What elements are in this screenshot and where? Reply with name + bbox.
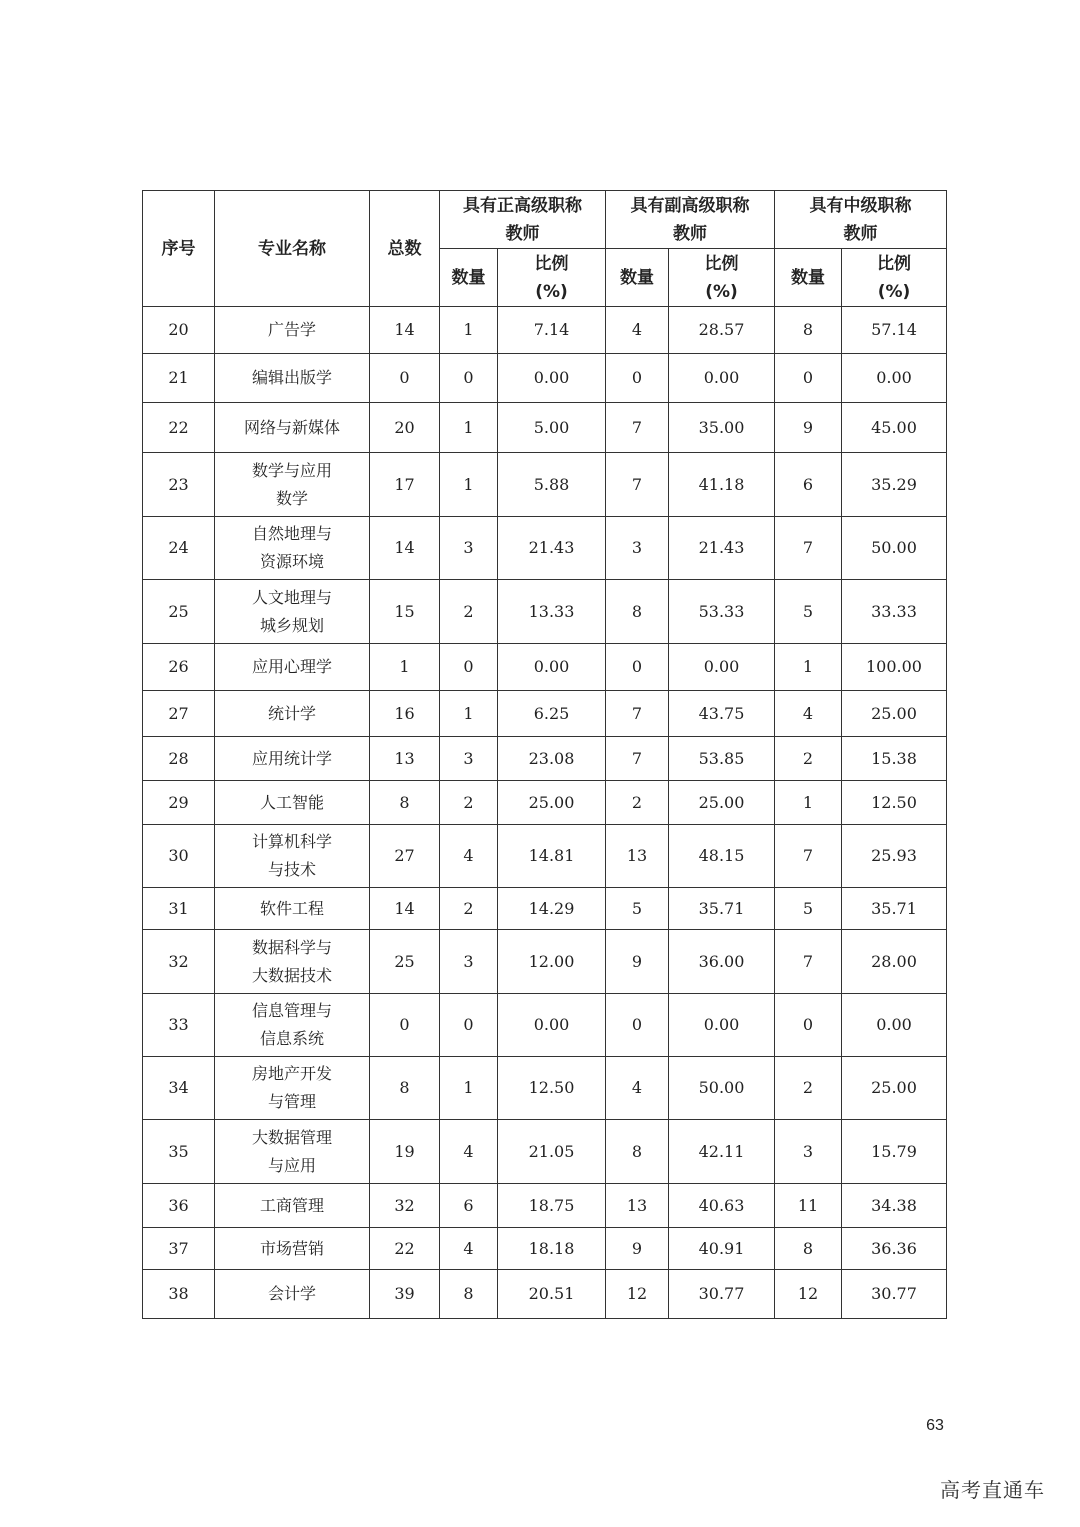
cell-no: 34: [143, 1057, 215, 1120]
cell-assoc-n: 0: [606, 994, 669, 1057]
cell-assoc-p: 30.77: [669, 1270, 775, 1319]
cell-assoc-p: 40.63: [669, 1184, 775, 1228]
table-row: [143, 994, 947, 1057]
cell-assoc-p: 28.57: [669, 307, 775, 354]
header-associate-professor: 具有副高级职称 教师: [606, 191, 775, 249]
cell-major-name: 大数据管理 与应用: [215, 1120, 370, 1184]
cell-major-name: 软件工程: [215, 888, 370, 930]
cell-assoc-p: 25.00: [669, 781, 775, 825]
cell-mid-n: 4: [775, 691, 842, 737]
cell-assoc-n: 0: [606, 354, 669, 403]
cell-no: 31: [143, 888, 215, 930]
cell-full-n: 1: [440, 1057, 498, 1120]
cell-full-n: 1: [440, 453, 498, 517]
cell-total: 0: [370, 994, 440, 1057]
table-row: [143, 580, 947, 644]
cell-mid-p: 100.00: [842, 644, 947, 691]
table-row: [143, 888, 947, 930]
cell-full-n: 0: [440, 994, 498, 1057]
cell-assoc-p: 35.71: [669, 888, 775, 930]
cell-assoc-n: 9: [606, 1228, 669, 1270]
cell-major-name: 人工智能: [215, 781, 370, 825]
cell-major-name: 计算机科学 与技术: [215, 825, 370, 888]
table-row: [143, 403, 947, 453]
cell-assoc-n: 3: [606, 517, 669, 580]
cell-full-n: 3: [440, 517, 498, 580]
cell-assoc-p: 0.00: [669, 994, 775, 1057]
cell-no: 29: [143, 781, 215, 825]
cell-full-p: 14.81: [498, 825, 606, 888]
cell-mid-p: 45.00: [842, 403, 947, 453]
cell-full-n: 2: [440, 580, 498, 644]
table-row: [143, 644, 947, 691]
cell-assoc-n: 7: [606, 403, 669, 453]
table-row: [143, 930, 947, 994]
table-row: [143, 1228, 947, 1270]
cell-mid-n: 1: [775, 781, 842, 825]
cell-mid-n: 11: [775, 1184, 842, 1228]
cell-major-name: 房地产开发 与管理: [215, 1057, 370, 1120]
cell-no: 37: [143, 1228, 215, 1270]
cell-major-name: 会计学: [215, 1270, 370, 1319]
cell-assoc-n: 4: [606, 307, 669, 354]
cell-no: 38: [143, 1270, 215, 1319]
cell-full-p: 6.25: [498, 691, 606, 737]
cell-assoc-p: 42.11: [669, 1120, 775, 1184]
cell-mid-n: 5: [775, 580, 842, 644]
cell-assoc-p: 36.00: [669, 930, 775, 994]
cell-total: 14: [370, 517, 440, 580]
cell-full-p: 25.00: [498, 781, 606, 825]
cell-mid-n: 3: [775, 1120, 842, 1184]
cell-assoc-n: 9: [606, 930, 669, 994]
cell-mid-p: 50.00: [842, 517, 947, 580]
cell-full-n: 2: [440, 888, 498, 930]
page-number: 63: [926, 1417, 944, 1434]
header-mid-level: 具有中级职称 教师: [775, 191, 947, 249]
cell-no: 27: [143, 691, 215, 737]
cell-no: 28: [143, 737, 215, 781]
table-row: [143, 307, 947, 354]
cell-full-n: 8: [440, 1270, 498, 1319]
cell-major-name: 统计学: [215, 691, 370, 737]
cell-no: 22: [143, 403, 215, 453]
cell-assoc-n: 0: [606, 644, 669, 691]
cell-total: 19: [370, 1120, 440, 1184]
cell-mid-p: 25.00: [842, 1057, 947, 1120]
cell-no: 20: [143, 307, 215, 354]
cell-assoc-p: 21.43: [669, 517, 775, 580]
cell-full-n: 1: [440, 691, 498, 737]
cell-assoc-p: 50.00: [669, 1057, 775, 1120]
cell-no: 36: [143, 1184, 215, 1228]
cell-mid-p: 15.79: [842, 1120, 947, 1184]
cell-mid-n: 7: [775, 930, 842, 994]
cell-no: 21: [143, 354, 215, 403]
table-row: [143, 691, 947, 737]
cell-full-n: 1: [440, 403, 498, 453]
header-count: 数量: [440, 249, 498, 307]
cell-full-n: 0: [440, 354, 498, 403]
cell-full-p: 5.00: [498, 403, 606, 453]
header-full-professor: 具有正高级职称 教师: [440, 191, 606, 249]
cell-major-name: 人文地理与 城乡规划: [215, 580, 370, 644]
cell-mid-n: 8: [775, 307, 842, 354]
cell-assoc-p: 48.15: [669, 825, 775, 888]
table-row: [143, 781, 947, 825]
table-row: [143, 1184, 947, 1228]
cell-full-n: 3: [440, 930, 498, 994]
cell-total: 14: [370, 888, 440, 930]
cell-total: 8: [370, 1057, 440, 1120]
table-row: [143, 1057, 947, 1120]
cell-assoc-p: 53.33: [669, 580, 775, 644]
cell-major-name: 数学与应用 数学: [215, 453, 370, 517]
cell-assoc-p: 53.85: [669, 737, 775, 781]
header-count: 数量: [775, 249, 842, 307]
cell-mid-n: 0: [775, 994, 842, 1057]
cell-mid-p: 12.50: [842, 781, 947, 825]
faculty-title-table: [142, 190, 947, 1319]
cell-mid-n: 12: [775, 1270, 842, 1319]
cell-major-name: 信息管理与 信息系统: [215, 994, 370, 1057]
cell-mid-n: 1: [775, 644, 842, 691]
cell-full-n: 4: [440, 1120, 498, 1184]
cell-full-p: 21.05: [498, 1120, 606, 1184]
cell-assoc-n: 7: [606, 453, 669, 517]
table-body: [143, 307, 947, 1319]
cell-full-n: 0: [440, 644, 498, 691]
cell-no: 24: [143, 517, 215, 580]
cell-assoc-p: 0.00: [669, 644, 775, 691]
cell-total: 20: [370, 403, 440, 453]
header-total: 总数: [370, 191, 440, 307]
cell-total: 27: [370, 825, 440, 888]
cell-full-p: 23.08: [498, 737, 606, 781]
cell-full-n: 2: [440, 781, 498, 825]
cell-total: 0: [370, 354, 440, 403]
header-ratio: 比例 (%): [669, 249, 775, 307]
cell-mid-n: 9: [775, 403, 842, 453]
cell-total: 22: [370, 1228, 440, 1270]
cell-full-p: 0.00: [498, 994, 606, 1057]
cell-full-p: 18.75: [498, 1184, 606, 1228]
cell-assoc-n: 7: [606, 737, 669, 781]
cell-no: 33: [143, 994, 215, 1057]
cell-major-name: 工商管理: [215, 1184, 370, 1228]
cell-total: 8: [370, 781, 440, 825]
cell-mid-p: 0.00: [842, 994, 947, 1057]
cell-assoc-p: 41.18: [669, 453, 775, 517]
cell-assoc-n: 4: [606, 1057, 669, 1120]
cell-assoc-p: 0.00: [669, 354, 775, 403]
cell-full-n: 1: [440, 307, 498, 354]
cell-mid-p: 57.14: [842, 307, 947, 354]
cell-assoc-n: 13: [606, 1184, 669, 1228]
cell-full-p: 18.18: [498, 1228, 606, 1270]
cell-total: 14: [370, 307, 440, 354]
cell-full-n: 4: [440, 1228, 498, 1270]
cell-assoc-p: 40.91: [669, 1228, 775, 1270]
cell-mid-p: 34.38: [842, 1184, 947, 1228]
cell-assoc-n: 2: [606, 781, 669, 825]
cell-mid-p: 25.00: [842, 691, 947, 737]
cell-mid-p: 36.36: [842, 1228, 947, 1270]
cell-full-n: 6: [440, 1184, 498, 1228]
cell-full-p: 0.00: [498, 354, 606, 403]
cell-mid-n: 6: [775, 453, 842, 517]
cell-mid-p: 28.00: [842, 930, 947, 994]
cell-assoc-n: 12: [606, 1270, 669, 1319]
cell-major-name: 编辑出版学: [215, 354, 370, 403]
cell-major-name: 应用统计学: [215, 737, 370, 781]
cell-full-p: 21.43: [498, 517, 606, 580]
cell-assoc-n: 8: [606, 1120, 669, 1184]
cell-major-name: 广告学: [215, 307, 370, 354]
table-row: [143, 1120, 947, 1184]
cell-mid-p: 35.29: [842, 453, 947, 517]
cell-total: 1: [370, 644, 440, 691]
cell-mid-n: 5: [775, 888, 842, 930]
cell-full-p: 12.50: [498, 1057, 606, 1120]
cell-no: 26: [143, 644, 215, 691]
cell-mid-n: 2: [775, 1057, 842, 1120]
header-index: 序号: [143, 191, 215, 307]
cell-no: 30: [143, 825, 215, 888]
cell-full-n: 4: [440, 825, 498, 888]
cell-mid-n: 8: [775, 1228, 842, 1270]
cell-total: 39: [370, 1270, 440, 1319]
cell-full-p: 13.33: [498, 580, 606, 644]
cell-mid-p: 25.93: [842, 825, 947, 888]
cell-mid-n: 0: [775, 354, 842, 403]
table-row: [143, 517, 947, 580]
cell-total: 25: [370, 930, 440, 994]
cell-assoc-p: 43.75: [669, 691, 775, 737]
cell-mid-p: 30.77: [842, 1270, 947, 1319]
cell-full-p: 0.00: [498, 644, 606, 691]
cell-assoc-n: 7: [606, 691, 669, 737]
cell-major-name: 自然地理与 资源环境: [215, 517, 370, 580]
cell-full-p: 14.29: [498, 888, 606, 930]
table-row: [143, 737, 947, 781]
cell-mid-p: 0.00: [842, 354, 947, 403]
cell-no: 35: [143, 1120, 215, 1184]
cell-no: 25: [143, 580, 215, 644]
cell-full-p: 5.88: [498, 453, 606, 517]
cell-mid-p: 15.38: [842, 737, 947, 781]
table-row: [143, 825, 947, 888]
header-ratio: 比例 (%): [498, 249, 606, 307]
table-row: [143, 453, 947, 517]
cell-mid-n: 7: [775, 517, 842, 580]
cell-mid-p: 35.71: [842, 888, 947, 930]
cell-full-n: 3: [440, 737, 498, 781]
cell-total: 32: [370, 1184, 440, 1228]
cell-total: 15: [370, 580, 440, 644]
cell-full-p: 20.51: [498, 1270, 606, 1319]
table-row: [143, 354, 947, 403]
header-ratio: 比例 (%): [842, 249, 947, 307]
cell-mid-n: 7: [775, 825, 842, 888]
table-header: [143, 191, 947, 307]
cell-no: 32: [143, 930, 215, 994]
cell-total: 13: [370, 737, 440, 781]
cell-total: 17: [370, 453, 440, 517]
cell-assoc-n: 8: [606, 580, 669, 644]
cell-mid-n: 2: [775, 737, 842, 781]
cell-major-name: 应用心理学: [215, 644, 370, 691]
cell-assoc-p: 35.00: [669, 403, 775, 453]
cell-major-name: 数据科学与 大数据技术: [215, 930, 370, 994]
cell-total: 16: [370, 691, 440, 737]
cell-full-p: 7.14: [498, 307, 606, 354]
cell-assoc-n: 13: [606, 825, 669, 888]
table-row: [143, 1270, 947, 1319]
cell-major-name: 网络与新媒体: [215, 403, 370, 453]
cell-assoc-n: 5: [606, 888, 669, 930]
cell-full-p: 12.00: [498, 930, 606, 994]
cell-no: 23: [143, 453, 215, 517]
header-count: 数量: [606, 249, 669, 307]
watermark-text: 高考直通车: [940, 1478, 1045, 1502]
cell-mid-p: 33.33: [842, 580, 947, 644]
cell-major-name: 市场营销: [215, 1228, 370, 1270]
header-major: 专业名称: [215, 191, 370, 307]
